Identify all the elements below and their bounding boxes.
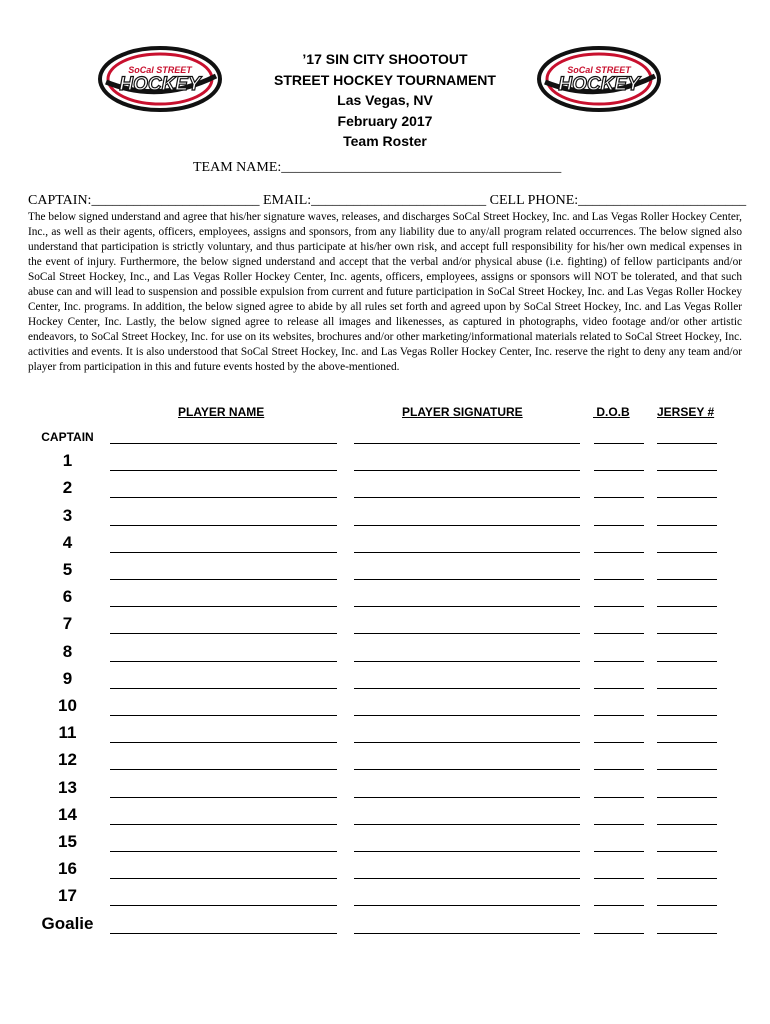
player-signature-line[interactable]: [354, 742, 580, 743]
player-signature-line[interactable]: [354, 824, 580, 825]
dob-line[interactable]: [594, 797, 644, 798]
player-signature-line[interactable]: [354, 470, 580, 471]
player-name-line[interactable]: [110, 606, 337, 607]
jersey-number-line[interactable]: [657, 715, 717, 716]
row-label: Goalie: [41, 913, 94, 933]
player-name-line[interactable]: [110, 579, 337, 580]
jersey-number-line[interactable]: [657, 633, 717, 634]
dob-line[interactable]: [594, 525, 644, 526]
location: Las Vegas, NV: [337, 92, 433, 108]
jersey-number-line[interactable]: [657, 688, 717, 689]
player-name-line[interactable]: [110, 769, 337, 770]
row-label: 5: [62, 560, 73, 579]
player-signature-line[interactable]: [354, 905, 580, 906]
row-label: 17: [58, 886, 77, 906]
jersey-number-line[interactable]: [657, 579, 717, 580]
player-signature-line[interactable]: [354, 769, 580, 770]
document-header: [230, 49, 540, 152]
socal-street-hockey-logo: [98, 46, 222, 112]
dob-line[interactable]: [594, 579, 644, 580]
row-label: 14: [58, 804, 77, 824]
player-name-line[interactable]: [110, 525, 337, 526]
event-date: February 2017: [337, 112, 433, 129]
player-name-line[interactable]: [110, 497, 337, 498]
player-name-line[interactable]: [110, 633, 337, 634]
jersey-number-line[interactable]: [657, 933, 717, 934]
captain-contact-fields[interactable]: CAPTAIN:________________________ EMAIL:_________________________ CELL PHONE:________________________: [28, 193, 747, 208]
jersey-number-line[interactable]: [657, 769, 717, 770]
jersey-number-line[interactable]: [657, 797, 717, 798]
player-signature-line[interactable]: [354, 633, 580, 634]
jersey-number-line[interactable]: [657, 824, 717, 825]
player-signature-line[interactable]: [354, 497, 580, 498]
dob-line[interactable]: [594, 933, 644, 934]
row-label: 11: [58, 723, 77, 743]
row-label: 6: [62, 587, 73, 607]
player-signature-line[interactable]: [354, 552, 580, 553]
dob-line[interactable]: [594, 905, 644, 906]
player-name-line[interactable]: [110, 742, 337, 743]
jersey-number-line[interactable]: [657, 470, 717, 471]
dob-line[interactable]: [594, 769, 644, 770]
row-label: 9: [62, 668, 73, 688]
player-name-line[interactable]: [110, 824, 337, 825]
row-label: 2: [62, 478, 73, 498]
jersey-number-line[interactable]: [657, 525, 717, 526]
dob-line[interactable]: [594, 606, 644, 607]
player-signature-line[interactable]: [354, 878, 580, 879]
dob-line[interactable]: [594, 742, 644, 743]
column-header-player-signature: PLAYER SIGNATURE: [402, 405, 523, 419]
dob-line[interactable]: [594, 497, 644, 498]
dob-line[interactable]: [594, 688, 644, 689]
row-label: 13: [58, 777, 77, 797]
row-label: 7: [62, 614, 73, 634]
player-signature-line[interactable]: [354, 688, 580, 689]
player-name-line[interactable]: [110, 797, 337, 798]
dob-line[interactable]: [594, 633, 644, 634]
player-name-line[interactable]: [110, 851, 337, 852]
dob-line[interactable]: [594, 715, 644, 716]
jersey-number-line[interactable]: [657, 878, 717, 879]
player-signature-line[interactable]: [354, 606, 580, 607]
player-name-line[interactable]: [110, 878, 337, 879]
row-label: CAPTAIN: [41, 430, 94, 444]
row-label: 10: [58, 696, 77, 715]
jersey-number-line[interactable]: [657, 742, 717, 743]
svg-text:SoCal STREET: SoCal STREET: [128, 65, 192, 75]
player-signature-line[interactable]: [354, 797, 580, 798]
jersey-number-line[interactable]: [657, 443, 717, 444]
player-name-line[interactable]: [110, 443, 337, 444]
player-signature-line[interactable]: [354, 851, 580, 852]
player-signature-line[interactable]: [354, 443, 580, 444]
dob-line[interactable]: [594, 851, 644, 852]
player-name-line[interactable]: [110, 688, 337, 689]
svg-text:HOCKEY: HOCKEY: [119, 74, 201, 95]
dob-line[interactable]: [594, 443, 644, 444]
jersey-number-line[interactable]: [657, 905, 717, 906]
svg-text:HOCKEY: HOCKEY: [558, 74, 640, 95]
player-signature-line[interactable]: [354, 933, 580, 934]
player-signature-line[interactable]: [354, 525, 580, 526]
socal-street-hockey-logo: [537, 46, 661, 112]
player-name-line[interactable]: [110, 470, 337, 471]
jersey-number-line[interactable]: [657, 851, 717, 852]
row-label: 15: [58, 832, 77, 851]
row-label: 16: [58, 859, 77, 879]
dob-line[interactable]: [594, 824, 644, 825]
jersey-number-line[interactable]: [657, 661, 717, 662]
tournament-title: STREET HOCKEY TOURNAMENT: [274, 71, 496, 88]
row-label: 8: [62, 641, 73, 661]
column-header-dob: D.O.B: [593, 405, 630, 419]
player-name-line[interactable]: [110, 661, 337, 662]
liability-waiver-text: The below signed understand and agree that his/her signature waves, releases, and discharges SoCal Street Hockey, Inc. and Las Vegas Roller Hockey Center, Inc., as well as their agents, officers, employees, assigns and sponsors, from any liability due to any/all program related occurrences. The below signed also understand that participation is strictly voluntary, and thus participate at his/her own risk, and accept full responsibility for his/her own medical expenses in the event of injury. Furthermore, the below signed understand and accept that the verbal and/or physical abuse (i.e. fighting) of fellow participants and/or SoCal Street Hockey, Inc., and Las Vegas Roller Hockey Center, Inc. agents, officers, employees, assigns or sponsors will NOT be tolerated, and that such abuse can and will lead to suspension and possible expulsion from current and future participation in SoCal Street Hockey, Inc. and Las Vegas Roller Hockey Center, Inc. programs. In addition, the below signed agree to abide by all rules set forth and agreed upon by SoCal Street Hockey, Inc. and Las Vegas Roller Hockey Center, Inc. Lastly, the below signed agree to release all images and likenesses, as captured in photographs, video footage and/or other artistic endeavors, to SoCal Street Hockey, Inc. for use on its websites, brochures and/or other marketing/informational materials related to SoCal Street Hockey, Inc. activities and events. It is also understood that SoCal Street Hockey, Inc. and Las Vegas Roller Hockey Center, Inc. reserve the right to deny any team and/or player from participation in this and future events hosted by the above-mentioned.: [28, 211, 742, 374]
column-header-player-name: PLAYER NAME: [178, 405, 265, 419]
player-signature-line[interactable]: [354, 661, 580, 662]
dob-line[interactable]: [594, 878, 644, 879]
row-label: 1: [62, 451, 73, 471]
jersey-number-line[interactable]: [657, 606, 717, 607]
form-title: Team Roster: [343, 133, 427, 149]
dob-line[interactable]: [594, 470, 644, 471]
column-header-jersey: JERSEY #: [657, 405, 715, 419]
row-label: 3: [62, 505, 73, 525]
jersey-number-line[interactable]: [657, 552, 717, 553]
player-signature-line[interactable]: [354, 579, 580, 580]
row-label: 4: [62, 532, 73, 552]
player-name-line[interactable]: [110, 905, 337, 906]
event-title: ’17 SIN CITY SHOOTOUT: [302, 51, 468, 67]
dob-line[interactable]: [594, 552, 644, 553]
player-name-line[interactable]: [110, 933, 337, 934]
player-name-line[interactable]: [110, 552, 337, 553]
player-signature-line[interactable]: [354, 715, 580, 716]
player-name-line[interactable]: [110, 715, 337, 716]
dob-line[interactable]: [594, 661, 644, 662]
jersey-number-line[interactable]: [657, 497, 717, 498]
svg-text:SoCal STREET: SoCal STREET: [567, 65, 631, 75]
row-label: 12: [58, 750, 77, 770]
team-name-field[interactable]: TEAM NAME:________________________________________: [193, 160, 562, 175]
